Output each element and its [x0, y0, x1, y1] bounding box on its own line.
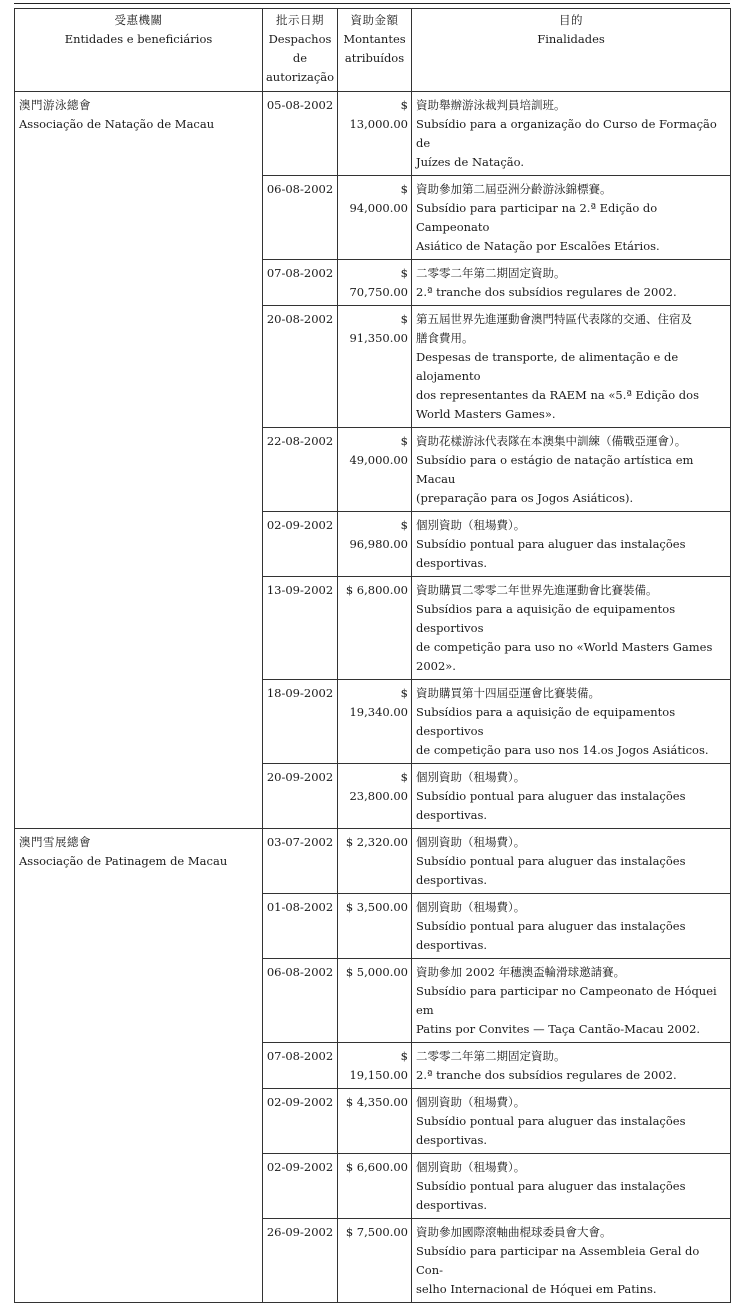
purpose-line: World Masters Games». — [416, 407, 556, 421]
date-cell: 20-09-2002 — [263, 764, 338, 829]
purpose-line: Subsídio para participar na 2.ª Edição do Campeonato — [416, 201, 658, 234]
purpose-line: Subsídios para a aquisição de equipamentos desportivos — [416, 705, 676, 738]
header-row — [15, 9, 731, 92]
entity-header-pt: Entidades e beneficiários — [64, 32, 213, 46]
purpose-cell — [412, 577, 731, 680]
purpose-line: 二零零二年第二期固定資助。 — [416, 266, 566, 280]
table-row — [15, 92, 731, 176]
purpose-line: 資助舉辦游泳裁判員培訓班。 — [416, 98, 566, 112]
purpose-line: 個別資助（租場費）。 — [416, 900, 526, 914]
purpose-line: Subsídios para a aquisição de equipamentos desportivos — [416, 602, 676, 635]
purpose-line: de competição para uso no «World Masters Games — [416, 640, 713, 654]
purpose-line: 資助參加國際滾軸曲棍球委員會大會。 — [416, 1225, 612, 1239]
purpose-line: dos representantes da RAEM na «5.ª Edição dos — [416, 388, 699, 402]
amount-header-pt1: Montantes — [343, 32, 406, 46]
entity-header — [15, 9, 263, 92]
purpose-cell — [412, 1154, 731, 1219]
amount-header — [338, 9, 412, 92]
purpose-line: Subsídio pontual para aluguer das instalações desportivas. — [416, 854, 686, 887]
subsidy-table — [14, 8, 731, 1303]
purpose-line: Subsídio pontual para aluguer das instalações desportivas. — [416, 919, 686, 952]
date-cell: 02-09-2002 — [263, 1089, 338, 1154]
purpose-line: 第五屆世界先進運動會澳門特區代表隊的交通、住宿及 — [416, 312, 692, 326]
purpose-cell — [412, 176, 731, 260]
purpose-cell — [412, 959, 731, 1043]
purpose-line: de competição para uso nos 14.os Jogos Asiáticos. — [416, 743, 709, 757]
purpose-line: Subsídio pontual para aluguer das instalações desportivas. — [416, 789, 686, 822]
purpose-line: Asiático de Natação por Escalões Etários. — [416, 239, 660, 253]
purpose-header — [412, 9, 731, 92]
purpose-line: Despesas de transporte, de alimentação e de alojamento — [416, 350, 679, 383]
date-header — [263, 9, 338, 92]
purpose-header-zh: 目的 — [559, 13, 583, 27]
purpose-line: Subsídio para participar na Assembleia Geral do Con- — [416, 1244, 700, 1277]
date-cell: 26-09-2002 — [263, 1219, 338, 1303]
date-cell: 02-09-2002 — [263, 1154, 338, 1219]
purpose-line: Subsídio pontual para aluguer das instalações desportivas. — [416, 537, 686, 570]
entity-cell — [15, 92, 263, 829]
purpose-line: 2.ª tranche dos subsídios regulares de 2002. — [416, 1068, 677, 1082]
purpose-line: 二零零二年第二期固定資助。 — [416, 1049, 566, 1063]
purpose-line: selho Internacional de Hóquei em Patins. — [416, 1282, 657, 1296]
purpose-cell — [412, 680, 731, 764]
date-cell: 20-08-2002 — [263, 306, 338, 428]
purpose-header-pt: Finalidades — [537, 32, 605, 46]
purpose-line: 個別資助（租場費）。 — [416, 835, 526, 849]
purpose-line: 個別資助（租場費）。 — [416, 518, 526, 532]
purpose-line: (preparação para os Jogos Asiáticos). — [416, 491, 634, 505]
date-header-pt2: autorização — [265, 70, 335, 84]
date-cell: 02-09-2002 — [263, 512, 338, 577]
date-header-pt1: Despachos de — [268, 32, 332, 65]
purpose-line: Subsídio pontual para aluguer das instalações desportivas. — [416, 1114, 686, 1147]
purpose-line: 膳食費用。 — [416, 331, 474, 345]
purpose-cell — [412, 894, 731, 959]
purpose-line: 2.ª tranche dos subsídios regulares de 2002. — [416, 285, 677, 299]
purpose-line: 個別資助（租場費）。 — [416, 1095, 526, 1109]
purpose-cell — [412, 1089, 731, 1154]
entity-header-zh: 受惠機關 — [114, 13, 163, 27]
date-cell: 18-09-2002 — [263, 680, 338, 764]
purpose-cell — [412, 1043, 731, 1089]
purpose-cell — [412, 1219, 731, 1303]
amount-cell: $ 96,980.00 — [338, 512, 412, 577]
amount-cell: $ 49,000.00 — [338, 428, 412, 512]
purpose-cell — [412, 260, 731, 306]
date-cell: 07-08-2002 — [263, 1043, 338, 1089]
purpose-line: Patins por Convites — Taça Cantão-Macau 2002. — [416, 1022, 701, 1036]
purpose-cell — [412, 764, 731, 829]
date-cell: 03-07-2002 — [263, 829, 338, 894]
amount-cell: $ 19,340.00 — [338, 680, 412, 764]
amount-cell: $ 7,500.00 — [338, 1219, 412, 1303]
amount-header-pt2: atribuídos — [344, 51, 405, 65]
amount-cell: $ 91,350.00 — [338, 306, 412, 428]
amount-cell: $ 94,000.00 — [338, 176, 412, 260]
amount-cell: $ 70,750.00 — [338, 260, 412, 306]
purpose-line: Subsídio para participar no Campeonato de Hóquei em — [416, 984, 717, 1017]
purpose-line: 資助購買二零零二年世界先進運動會比賽裝備。 — [416, 583, 658, 597]
date-cell: 06-08-2002 — [263, 176, 338, 260]
date-cell: 22-08-2002 — [263, 428, 338, 512]
purpose-cell — [412, 512, 731, 577]
amount-cell: $ 6,800.00 — [338, 577, 412, 680]
purpose-line: 個別資助（租場費）。 — [416, 770, 526, 784]
date-cell: 01-08-2002 — [263, 894, 338, 959]
purpose-line: Juízes de Natação. — [416, 155, 525, 169]
purpose-line: Subsídio para o estágio de natação artística em Macau — [416, 453, 694, 486]
date-header-zh: 批示日期 — [276, 13, 324, 27]
entity-name-zh: 澳門游泳總會 — [19, 98, 91, 112]
purpose-line: 個別資助（租場費）。 — [416, 1160, 526, 1174]
purpose-line: 資助參加第二屆亞洲分齡游泳錦標賽。 — [416, 182, 612, 196]
table-body — [15, 92, 731, 1303]
purpose-line: Subsídio para a organização do Curso de Formação de — [416, 117, 717, 150]
table-row — [15, 829, 731, 894]
date-cell: 13-09-2002 — [263, 577, 338, 680]
amount-header-zh: 資助金額 — [350, 13, 399, 27]
amount-cell: $ 2,320.00 — [338, 829, 412, 894]
date-cell: 05-08-2002 — [263, 92, 338, 176]
amount-cell: $ 6,600.00 — [338, 1154, 412, 1219]
date-cell: 06-08-2002 — [263, 959, 338, 1043]
date-cell: 07-08-2002 — [263, 260, 338, 306]
amount-cell: $ 4,350.00 — [338, 1089, 412, 1154]
purpose-line: 資助參加 2002 年穗澳盃輪滑球邀請賽。 — [416, 965, 626, 979]
purpose-line: 資助花樣游泳代表隊在本澳集中訓練（備戰亞運會）。 — [416, 434, 687, 448]
purpose-line: Subsídio pontual para aluguer das instalações desportivas. — [416, 1179, 686, 1212]
amount-cell: $ 19,150.00 — [338, 1043, 412, 1089]
entity-name-zh: 澳門雪展總會 — [19, 835, 91, 849]
amount-cell: $ 13,000.00 — [338, 92, 412, 176]
amount-cell: $ 23,800.00 — [338, 764, 412, 829]
entity-name-pt: Associação de Patinagem de Macau — [19, 854, 228, 868]
purpose-cell — [412, 428, 731, 512]
entity-cell — [15, 829, 263, 1303]
purpose-cell — [412, 306, 731, 428]
top-rule — [14, 3, 730, 4]
amount-cell: $ 5,000.00 — [338, 959, 412, 1043]
amount-cell: $ 3,500.00 — [338, 894, 412, 959]
purpose-cell — [412, 829, 731, 894]
purpose-line: 資助購買第十四屆亞運會比賽裝備。 — [416, 686, 600, 700]
purpose-cell — [412, 92, 731, 176]
entity-name-pt: Associação de Natação de Macau — [19, 117, 215, 131]
purpose-line: 2002». — [416, 659, 456, 673]
